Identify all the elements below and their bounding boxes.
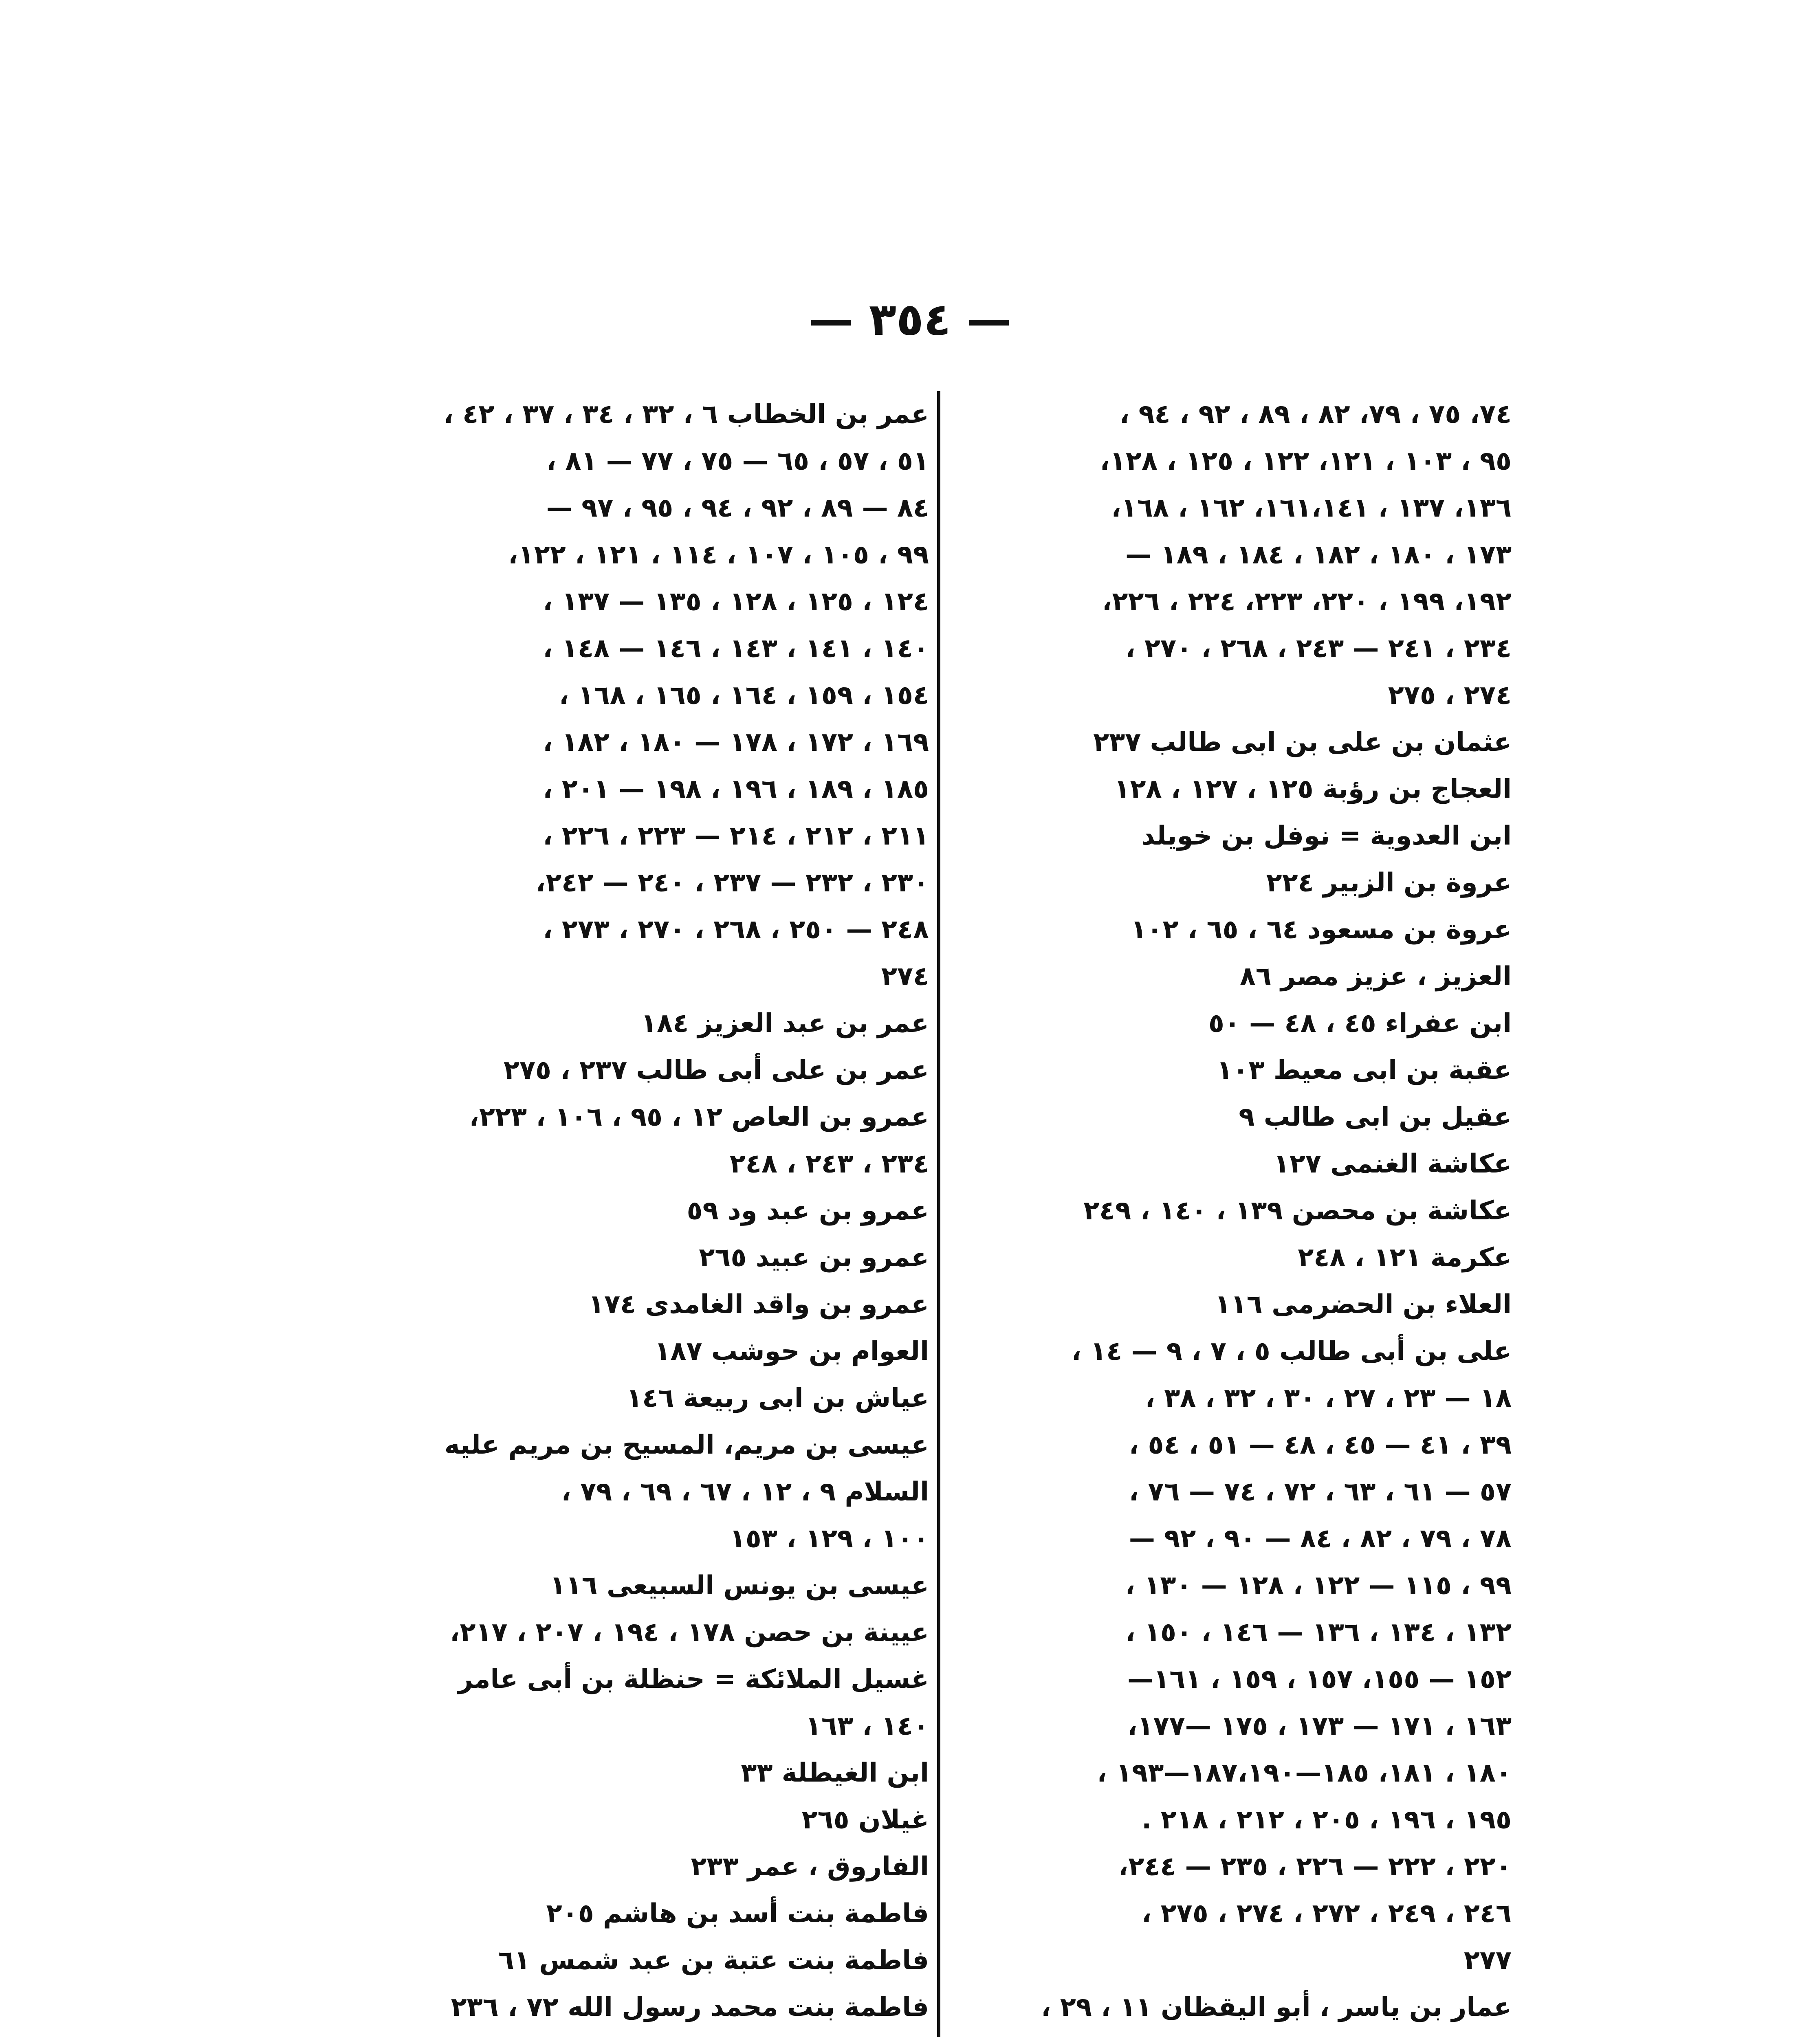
index-line: ١٥٢ — ١٥٥، ١٥٧ ، ١٥٩ ، ١٦١—: [1127, 1664, 1512, 1694]
index-line: العوام بن حوشب ١٨٧: [654, 1336, 929, 1366]
index-line: ١٨٠ ، ١٨١، ١٨٥—١٨٧،١٩٠—١٩٣ ،: [1097, 1758, 1512, 1788]
index-line: ٥٧ — ٦١ ، ٦٣ ، ٧٢ ، ٧٤ — ٧٦ ،: [1129, 1477, 1512, 1507]
index-line: عيسى بن مريم، المسيح بن مريم عليه: [444, 1430, 929, 1460]
index-line: ١٣٦، ١٣٧ ، ١٦١،١٤١، ١٦٢ ، ١٦٨،: [1111, 493, 1512, 523]
index-line: ابن عفراء ٤٥ ، ٤٨ — ٥٠: [1208, 1008, 1512, 1038]
index-line: عقبة بن ابى معيط ١٠٣: [1217, 1055, 1512, 1085]
index-line: عمرو بن عبد ود ٥٩: [687, 1196, 929, 1226]
index-line: ١٣٢ ، ١٣٤ ، ١٣٦ — ١٤٦ ، ١٥٠ ،: [1125, 1617, 1512, 1648]
index-line: عمر بن الخطاب ٦ ، ٣٢ ، ٣٤ ، ٣٧ ، ٤٢ ،: [443, 399, 929, 429]
index-column-left: [350, 391, 929, 2037]
index-line: على بن أبى طالب ٥ ، ٧ ، ٩ — ١٤ ،: [1071, 1336, 1512, 1366]
index-line: غسيل الملائكة = حنظلة بن أبى عامر: [458, 1664, 929, 1694]
index-line: الفاروق ، عمر ٢٣٣: [691, 1852, 929, 1882]
index-line: عكاشة بن محصن ١٣٩ ، ١٤٠ ، ٢٤٩: [1083, 1196, 1512, 1226]
index-line: ١٤٠ ، ١٦٣: [805, 1711, 929, 1741]
index-line: ٥١ ، ٥٧ ، ٦٥ — ٧٥ ، ٧٧ — ٨١ ،: [546, 446, 929, 476]
index-line: ٩٩ ، ١٠٥ ، ١٠٧ ، ١١٤ ، ١٢١ ، ١٢٢،: [508, 540, 929, 570]
index-line: ٧٨ ، ٧٩ ، ٨٢ ، ٨٤ — ٩٠ ، ٩٢ —: [1129, 1524, 1512, 1554]
index-line: ٣٩ ، ٤١ — ٤٥ ، ٤٨ — ٥١ ، ٥٤ ،: [1129, 1430, 1512, 1460]
index-line: عمار بن ياسر ، أبو اليقظان ١١ ، ٢٩ ،: [1041, 1992, 1512, 2022]
index-line: ١٦٩ ، ١٧٢ ، ١٧٨ — ١٨٠ ، ١٨٢ ،: [543, 727, 929, 757]
index-line: عروة بن الزبير ٢٢٤: [1266, 868, 1512, 898]
index-line: ٢٧٤ ، ٢٧٥: [1388, 680, 1512, 711]
index-line: ١٤٠ ، ١٤١ ، ١٤٣ ، ١٤٦ — ١٤٨ ،: [543, 634, 929, 664]
index-line: فاطمة بنت أسد بن هاشم ٢٠٥: [546, 1898, 929, 1929]
index-line: عيسى بن يونس السبيعى ١١٦: [550, 1571, 929, 1601]
index-line: عثمان بن على بن ابى طالب ٢٣٧: [1093, 727, 1512, 757]
column-divider: [937, 391, 940, 2037]
index-line: ١٨٥ ، ١٨٩ ، ١٩٦ ، ١٩٨ — ٢٠١ ،: [543, 774, 929, 804]
index-line: عقيل بن ابى طالب ٩: [1239, 1102, 1512, 1132]
index-line: عروة بن مسعود ٦٤ ، ٦٥ ، ١٠٢: [1131, 915, 1512, 945]
index-line: ١٢٤ ، ١٢٥ ، ١٢٨ ، ١٣٥ — ١٣٧ ،: [543, 587, 929, 617]
index-line: ٢٣٤ ، ٢٤٣ ، ٢٤٨: [729, 1149, 929, 1179]
index-line: عمر بن على أبى طالب ٢٣٧ ، ٢٧٥: [503, 1055, 929, 1085]
index-line: فاطمة بنت محمد رسول الله ٧٢ ، ٢٣٦: [451, 1992, 929, 2022]
index-line: عمرو بن عبيد ٢٦٥: [699, 1243, 929, 1273]
index-line: العجاج بن رؤبة ١٢٥ ، ١٢٧ ، ١٢٨: [1114, 774, 1512, 804]
index-line: [350, 2031, 929, 2037]
index-line: ١٥٤ ، ١٥٩ ، ١٦٤ ، ١٦٥ ، ١٦٨ ،: [559, 680, 929, 711]
index-line: ٩٩ ، ١١٥ — ١٢٢ ، ١٢٨ — ١٣٠ ،: [1125, 1571, 1512, 1601]
index-line: ١٠٠ ، ١٢٩ ، ١٥٣: [729, 1524, 929, 1554]
index-line: ١٩٥ ، ١٩٦ ، ٢٠٥ ، ٢١٢ ، ٢١٨ .: [1141, 1805, 1512, 1835]
index-line: ابن الغيطلة ٣٣: [741, 1758, 929, 1788]
index-line: ٢١١ ، ٢١٢ ، ٢١٤ — ٢٢٣ ، ٢٢٦ ،: [543, 821, 929, 851]
index-line: ٢٣٠ ، ٢٣٢ — ٢٣٧ ، ٢٤٠ — ٢٤٢،: [535, 868, 929, 898]
index-line: ٢٤٦ ، ٢٤٩ ، ٢٧٢ ، ٢٧٤ ، ٢٧٥ ،: [1141, 1898, 1512, 1929]
index-line: [949, 2031, 1512, 2037]
index-line: عمرو بن واقد الغامدى ١٧٤: [588, 1289, 929, 1320]
index-line: العلاء بن الحضرمى ١١٦: [1215, 1289, 1512, 1320]
index-line: فاطمة بنت عتبة بن عبد شمس ٦١: [498, 1945, 929, 1975]
index-line: عمرو بن العاص ١٢ ، ٩٥ ، ١٠٦ ، ٢٢٣،: [469, 1102, 929, 1132]
page-number: — ٣٥٤ —: [808, 293, 1012, 345]
index-line: ٩٥ ، ١٠٣ ، ١٢١، ١٢٢ ، ١٢٥ ، ١٢٨،: [1100, 446, 1512, 476]
index-line: السلام ٩ ، ١٢ ، ٦٧ ، ٦٩ ، ٧٩ ،: [561, 1477, 929, 1507]
index-line: ٧٤، ٧٥ ، ٧٩، ٨٢ ، ٨٩ ، ٩٢ ، ٩٤ ،: [1119, 399, 1512, 429]
index-line: ١٦٣ ، ١٧١ — ١٧٣ ، ١٧٥ —١٧٧،: [1127, 1711, 1512, 1741]
index-line: ٢٤٨ — ٢٥٠ ، ٢٦٨ ، ٢٧٠ ، ٢٧٣ ،: [543, 915, 929, 945]
index-line: ٢٣٤ ، ٢٤١ — ٢٤٣ ، ٢٦٨ ، ٢٧٠ ،: [1125, 634, 1512, 664]
index-line: عكاشة الغنمى ١٢٧: [1273, 1149, 1512, 1179]
index-line: ٢٧٤: [881, 961, 929, 992]
index-line: ابن العدوية = نوفل بن خويلد: [1141, 821, 1512, 851]
index-column-right: [949, 391, 1512, 2037]
index-line: ٢٢٠ ، ٢٢٢ — ٢٢٦ ، ٢٣٥ — ٢٤٤،: [1118, 1852, 1512, 1882]
index-line: عكرمة ١٢١ ، ٢٤٨: [1298, 1243, 1512, 1273]
index-line: ١٨ — ٢٣ ، ٢٧ ، ٣٠ ، ٣٢ ، ٣٨ ،: [1145, 1383, 1512, 1413]
index-line: ٢٧٧: [1463, 1945, 1512, 1975]
index-line: عياش بن ابى ربيعة ١٤٦: [626, 1383, 929, 1413]
index-line: ١٩٢، ١٩٩ ، ٢٢٠، ٢٢٣، ٢٢٤ ، ٢٢٦،: [1102, 587, 1512, 617]
index-line: عيينة بن حصن ١٧٨ ، ١٩٤ ، ٢٠٧ ، ٢١٧،: [450, 1617, 929, 1648]
index-line: غيلان ٢٦٥: [801, 1805, 929, 1835]
index-line: ١٧٣ ، ١٨٠ ، ١٨٢ ، ١٨٤ ، ١٨٩ —: [1125, 540, 1512, 570]
index-line: ٨٤ — ٨٩ ، ٩٢ ، ٩٤ ، ٩٥ ، ٩٧ —: [546, 493, 929, 523]
index-line: عمر بن عبد العزيز ١٨٤: [641, 1008, 929, 1038]
index-line: العزيز ، عزيز مصر ٨٦: [1239, 961, 1512, 992]
